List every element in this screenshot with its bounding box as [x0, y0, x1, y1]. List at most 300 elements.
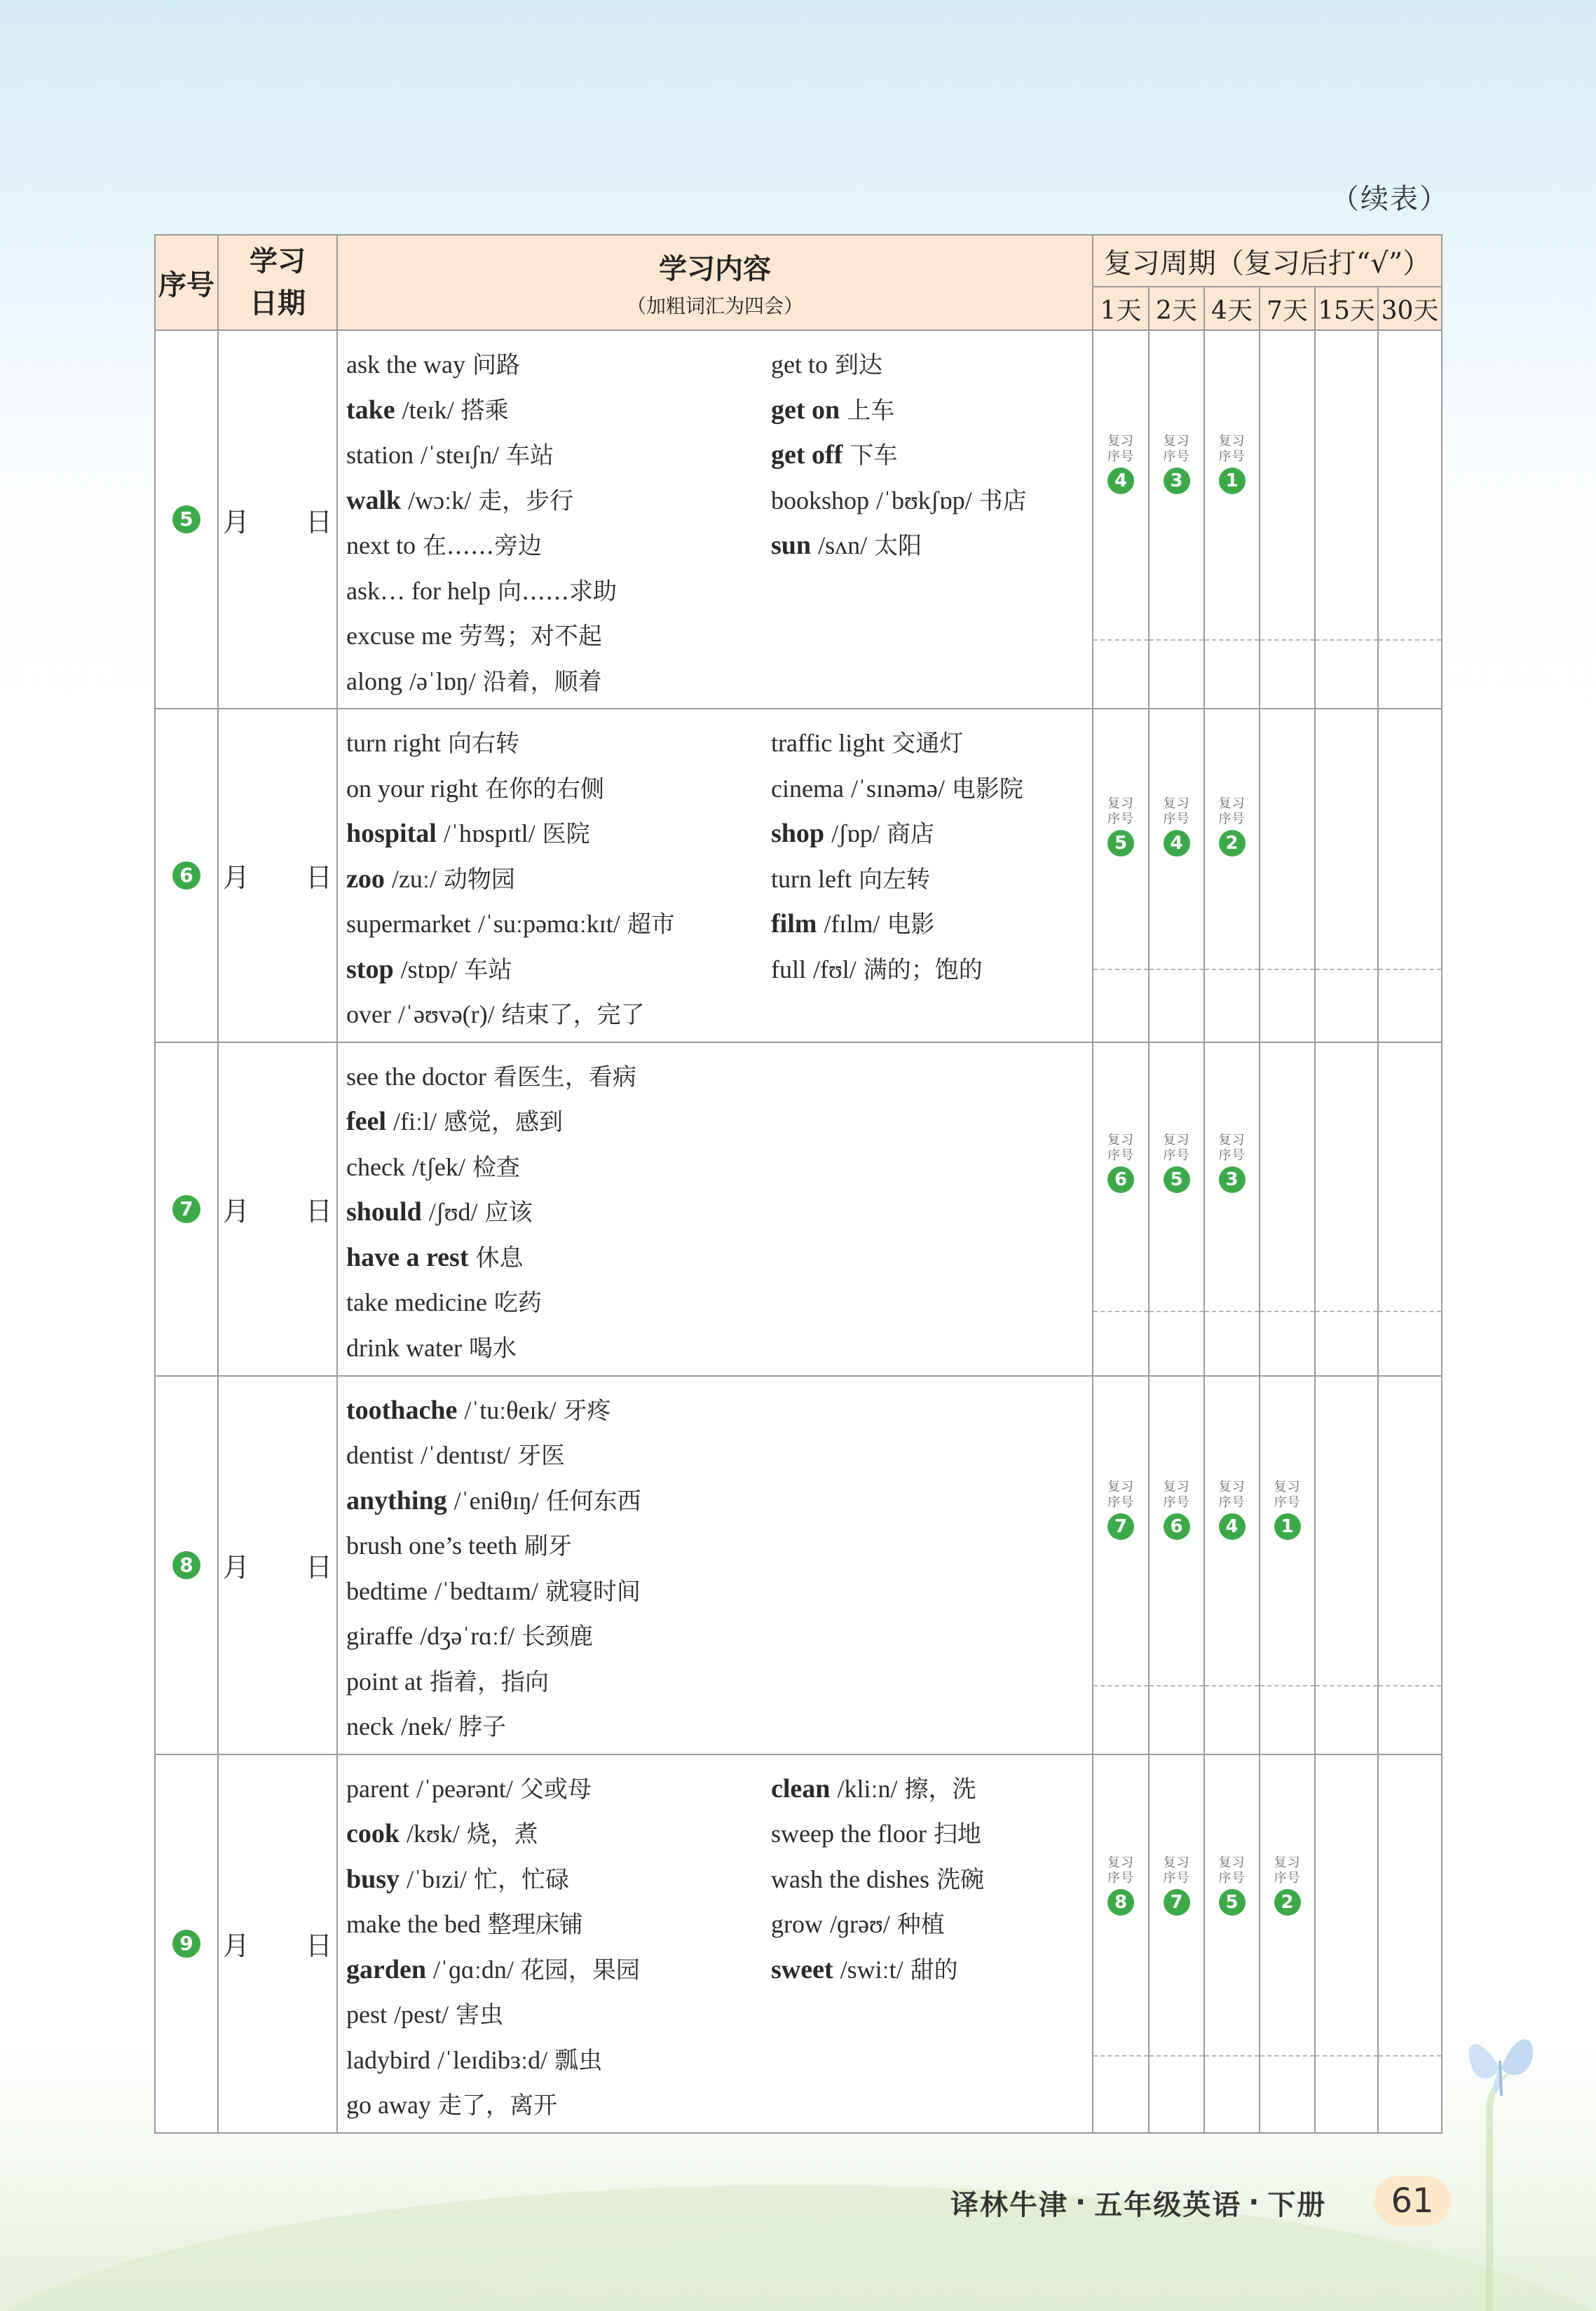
- vocab-phonetic: /ˈbedtaɪm/: [434, 1576, 538, 1605]
- review-checkbox-cell[interactable]: [1378, 1754, 1442, 2133]
- vocab-english: parent: [346, 1774, 409, 1803]
- vocab-english: neck: [346, 1712, 394, 1740]
- row-seq-number: 6: [172, 861, 200, 889]
- vocab-chinese: 搭乘: [461, 396, 509, 425]
- vocab-english: hospital: [346, 819, 437, 848]
- review-sequence-tag: [1093, 1855, 1148, 1916]
- vocab-column-left: [346, 1054, 771, 1371]
- vocab-column-right: [771, 1388, 1079, 1750]
- review-sequence-label: 复习序号: [1163, 1132, 1190, 1163]
- review-checkbox-cell[interactable]: [1260, 709, 1315, 1042]
- header-content-note: （加粗词汇为四会）: [626, 294, 803, 318]
- vocab-english: bookshop: [771, 486, 870, 514]
- vocab-english: busy: [346, 1864, 400, 1894]
- review-checkbox-cell[interactable]: [1204, 1376, 1260, 1754]
- vocab-item: [346, 1478, 771, 1524]
- review-sequence-number: 2: [1274, 1889, 1301, 1916]
- row-seq-number: 9: [172, 1930, 200, 1958]
- review-sequence-number: 6: [1164, 1513, 1190, 1540]
- row-date-cell[interactable]: [218, 1754, 337, 2133]
- vocab-chinese: 吃药: [493, 1289, 542, 1317]
- vocab-item: [346, 2082, 771, 2128]
- vocab-chinese: 满的；饱的: [863, 955, 983, 984]
- table-row: [155, 330, 1442, 709]
- date-month-label: 月: [222, 506, 250, 538]
- vocab-column-left: [346, 721, 771, 1037]
- vocab-chinese: 就寝时间: [545, 1577, 641, 1606]
- vocab-english: walk: [346, 485, 402, 515]
- vocab-chinese: 电影: [887, 911, 935, 939]
- review-sequence-number: 8: [1107, 1889, 1134, 1916]
- vocab-item: [346, 857, 771, 902]
- vocab-chinese: 走了，离开: [437, 2092, 557, 2120]
- vocab-item: [346, 1235, 771, 1281]
- date-day-label: 日: [306, 862, 333, 894]
- vocab-english: over: [346, 1000, 391, 1028]
- vocab-chinese: 瓢虫: [554, 2046, 603, 2075]
- vocab-english: brush one’s teeth: [346, 1532, 517, 1560]
- vocab-english: bedtime: [346, 1576, 428, 1605]
- row-date-cell[interactable]: [218, 330, 337, 709]
- review-sequence-tag: [1093, 434, 1148, 494]
- vocab-item: [346, 1099, 771, 1145]
- vocab-item: [771, 342, 1079, 388]
- review-checkbox-cell[interactable]: [1260, 1754, 1315, 2133]
- vocab-item: [346, 1569, 771, 1614]
- vocab-item: [346, 432, 771, 478]
- vocab-phonetic: /stɒp/: [400, 955, 458, 983]
- review-divider: [1379, 969, 1441, 970]
- vocab-item: [346, 1189, 771, 1235]
- vocab-phonetic: /ˈleɪdibɜːd/: [437, 2045, 548, 2074]
- review-checkbox-cell[interactable]: [1260, 1376, 1315, 1754]
- review-checkbox-cell[interactable]: [1315, 1376, 1378, 1754]
- review-checkbox-cell[interactable]: [1315, 1042, 1378, 1376]
- footer-separator: ·: [1248, 2186, 1261, 2218]
- vocab-phonetic: /əˈlɒŋ/: [409, 667, 476, 695]
- vocab-item: [346, 1388, 771, 1433]
- review-checkbox-cell[interactable]: [1315, 330, 1378, 709]
- vocab-item: [346, 523, 771, 568]
- vocab-item: [346, 388, 771, 433]
- header-date-line1: 学习: [250, 245, 306, 278]
- vocab-item: [771, 811, 1079, 857]
- review-divider: [1316, 2055, 1377, 2057]
- review-sequence-number: 6: [1107, 1166, 1134, 1193]
- vocab-item: [346, 1614, 771, 1659]
- review-divider: [1150, 2055, 1203, 2057]
- review-divider: [1379, 2055, 1441, 2057]
- vocab-item: [771, 1766, 1079, 1812]
- vocab-english: stop: [346, 954, 394, 984]
- vocab-phonetic: /fʊl/: [813, 955, 857, 983]
- vocab-english: cinema: [771, 774, 844, 803]
- vocab-chinese: 交通灯: [892, 730, 964, 758]
- vocab-english: take medicine: [346, 1288, 487, 1316]
- date-day-label: 日: [306, 1930, 333, 1961]
- vocab-phonetic: /ˈsɪnəmə/: [850, 774, 945, 803]
- vocab-chinese: 在……旁边: [422, 532, 542, 560]
- vocab-english: get to: [771, 350, 828, 379]
- row-seq-cell: [155, 1754, 218, 2133]
- vocab-english: traffic light: [771, 729, 885, 757]
- review-sequence-number: 5: [1107, 830, 1134, 857]
- vocab-chinese: 刷牙: [524, 1532, 572, 1560]
- review-sequence-label: 复习序号: [1218, 796, 1246, 826]
- review-sequence-label: 复习序号: [1107, 796, 1134, 826]
- date-month-label: 月: [222, 862, 250, 894]
- review-divider: [1260, 639, 1314, 641]
- review-sequence-number: 7: [1164, 1889, 1190, 1916]
- vocab-english: pest: [346, 2000, 387, 2029]
- vocab-item: [346, 1054, 771, 1100]
- review-divider: [1205, 639, 1259, 641]
- row-date-cell[interactable]: [218, 709, 337, 1042]
- vocabulary-review-table: [154, 234, 1442, 2134]
- vocab-english: get on: [771, 395, 840, 425]
- vocab-column-left: [346, 1388, 771, 1750]
- review-divider: [1260, 2055, 1314, 2057]
- vocab-phonetic: /ˈəʊvə(r)/: [397, 1000, 495, 1028]
- vocab-item: [346, 901, 771, 947]
- vocab-english: film: [771, 909, 817, 939]
- review-sequence-tag: [1093, 1480, 1148, 1540]
- review-sequence-number: 4: [1219, 1513, 1246, 1540]
- vocab-chinese: 感觉，感到: [443, 1108, 563, 1136]
- header-day: 1天: [1093, 287, 1149, 330]
- vocab-chinese: 牙疼: [563, 1396, 611, 1425]
- review-sequence-label: 复习序号: [1107, 1855, 1134, 1886]
- review-divider: [1379, 1685, 1441, 1686]
- footer-volume: 下册: [1267, 2188, 1327, 2221]
- vocab-chinese: 车站: [464, 955, 512, 984]
- review-divider: [1205, 1311, 1259, 1312]
- vocab-chinese: 向右转: [447, 730, 519, 758]
- footer-book: 译林牛津: [950, 2188, 1068, 2221]
- vocab-english: excuse me: [346, 622, 452, 650]
- row-content-cell: [337, 1754, 1093, 2133]
- review-checkbox-cell[interactable]: [1315, 709, 1378, 1042]
- vocab-english: ask the way: [346, 350, 465, 379]
- vocab-english: dentist: [346, 1441, 414, 1469]
- review-sequence-tag: [1205, 434, 1259, 494]
- header-day: 2天: [1149, 287, 1204, 330]
- review-sequence-tag: [1150, 434, 1203, 494]
- vocab-chinese: 在你的右侧: [484, 775, 604, 803]
- vocab-chinese: 下车: [850, 442, 898, 470]
- vocab-chinese: 书店: [978, 486, 1027, 515]
- vocab-phonetic: /ˈsuːpəmɑːkɪt/: [477, 910, 620, 938]
- vocab-phonetic: /swiːt/: [840, 1955, 903, 1984]
- row-content-cell: [337, 330, 1093, 709]
- review-divider: [1260, 1685, 1314, 1686]
- review-checkbox-cell[interactable]: [1093, 709, 1149, 1042]
- review-divider: [1205, 2055, 1259, 2057]
- review-checkbox-cell[interactable]: [1378, 709, 1442, 1042]
- review-checkbox-cell[interactable]: [1093, 1376, 1149, 1754]
- vocab-phonetic: /pest/: [394, 2000, 449, 2029]
- review-sequence-label: 复习序号: [1218, 1132, 1246, 1163]
- vocab-column-left: [346, 342, 771, 704]
- vocab-chinese: 长颈鹿: [521, 1623, 594, 1651]
- vocab-phonetic: /kʊk/: [407, 1820, 460, 1848]
- vocab-chinese: 动物园: [443, 865, 515, 894]
- review-sequence-label: 复习序号: [1218, 1855, 1246, 1886]
- review-sequence-tag: [1260, 1480, 1314, 1540]
- vocab-item: [771, 432, 1079, 478]
- review-checkbox-cell[interactable]: [1378, 1376, 1442, 1754]
- vocab-item: [771, 901, 1079, 947]
- vocab-phonetic: /ʃʊd/: [428, 1198, 478, 1226]
- review-sequence-label: 复习序号: [1107, 1479, 1134, 1510]
- vocab-english: sun: [771, 531, 812, 560]
- vocab-english: drink water: [346, 1333, 462, 1362]
- vocab-chinese: 种植: [896, 1911, 945, 1939]
- review-divider: [1205, 969, 1259, 970]
- vocab-phonetic: /ˈhɒspɪtl/: [443, 819, 536, 847]
- vocab-item: [771, 1947, 1079, 1993]
- vocab-chinese: 烧，煮: [466, 1820, 538, 1848]
- vocab-item: [346, 1947, 771, 1993]
- review-checkbox-cell[interactable]: [1093, 330, 1149, 709]
- vocab-english: get off: [771, 440, 843, 470]
- review-sequence-label: 复习序号: [1163, 1855, 1190, 1886]
- vocab-english: garden: [346, 1954, 426, 1984]
- vocab-chinese: 电影院: [951, 775, 1023, 803]
- background-hill: [0, 2185, 1596, 2311]
- row-date-cell[interactable]: [218, 1042, 337, 1376]
- page-number: 61: [1374, 2176, 1451, 2226]
- vocab-column-left: [346, 1766, 771, 2128]
- vocab-phonetic: /ˈdentɪst/: [421, 1441, 510, 1469]
- header-content: [337, 235, 1093, 330]
- review-sequence-number: 5: [1219, 1889, 1246, 1916]
- review-sequence-label: 复习序号: [1163, 1479, 1190, 1510]
- date-day-label: 日: [306, 1196, 333, 1227]
- vocab-phonetic: /wɔːk/: [408, 486, 472, 514]
- date-month-label: 月: [222, 1196, 250, 1227]
- vocab-phonetic: /ˈbʊkʃɒp/: [876, 486, 972, 514]
- review-sequence-tag: [1205, 1133, 1259, 1193]
- vocab-english: turn left: [771, 864, 852, 893]
- vocab-item: [346, 1857, 771, 1902]
- date-day-label: 日: [306, 506, 333, 538]
- review-checkbox-cell[interactable]: [1204, 1042, 1260, 1376]
- vocab-chinese: 看医生，看病: [493, 1063, 636, 1091]
- row-date-cell[interactable]: [218, 1376, 337, 1754]
- vocab-phonetic: /kliːn/: [837, 1774, 898, 1803]
- vocab-item: [346, 1766, 771, 1812]
- vocab-chinese: 超市: [627, 911, 675, 939]
- vocab-english: next to: [346, 531, 416, 559]
- vocab-chinese: 任何东西: [545, 1487, 641, 1515]
- review-checkbox-cell[interactable]: [1149, 330, 1204, 709]
- row-content-cell: [337, 1376, 1093, 1754]
- vocab-item: [346, 1811, 771, 1857]
- review-divider: [1260, 969, 1314, 970]
- vocab-item: [346, 1145, 771, 1190]
- review-divider: [1150, 639, 1203, 641]
- row-seq-number: 7: [172, 1195, 200, 1223]
- review-checkbox-cell[interactable]: [1093, 1754, 1149, 2133]
- review-checkbox-cell[interactable]: [1378, 330, 1442, 709]
- header-day: 15天: [1315, 287, 1378, 330]
- vocab-phonetic: /ˈeniθɪŋ/: [453, 1486, 539, 1515]
- vocab-item: [771, 947, 1079, 993]
- review-sequence-tag: [1093, 1133, 1148, 1193]
- butterfly-icon: [1458, 2019, 1542, 2110]
- vocab-item: [346, 1433, 771, 1478]
- vocab-english: toothache: [346, 1395, 458, 1425]
- vocab-item: [346, 1280, 771, 1325]
- vocab-chinese: 牙医: [517, 1442, 565, 1470]
- vocab-phonetic: /ˈpeərənt/: [416, 1774, 513, 1803]
- vocab-chinese: 花园，果园: [520, 1956, 640, 1984]
- footer-book-info: [950, 2181, 1326, 2223]
- vocab-column-right: [771, 1054, 1079, 1371]
- review-checkbox-cell[interactable]: [1315, 1754, 1378, 2133]
- vocab-chinese: 医院: [542, 820, 590, 848]
- review-sequence-number: 4: [1107, 468, 1134, 494]
- row-seq-cell: [155, 1042, 218, 1376]
- continued-label: （续表）: [1331, 183, 1449, 215]
- review-divider: [1316, 969, 1377, 970]
- review-checkbox-cell[interactable]: [1149, 1376, 1204, 1754]
- vocab-item: [771, 388, 1079, 433]
- vocab-english: feel: [346, 1107, 386, 1136]
- review-checkbox-cell[interactable]: [1149, 1042, 1204, 1376]
- vocab-phonetic: /ˈtuːθeɪk/: [464, 1396, 557, 1424]
- vocab-chinese: 上车: [847, 396, 895, 425]
- review-divider: [1379, 1311, 1441, 1312]
- vocab-item: [346, 947, 771, 993]
- vocab-english: zoo: [346, 864, 385, 894]
- review-sequence-label: 复习序号: [1218, 1479, 1246, 1510]
- review-divider: [1093, 1311, 1148, 1312]
- review-sequence-tag: [1205, 1855, 1259, 1916]
- review-checkbox-cell[interactable]: [1378, 1042, 1442, 1376]
- review-sequence-tag: [1093, 796, 1148, 857]
- vocab-column-right: [771, 342, 1079, 704]
- vocab-phonetic: /ˈsteɪʃn/: [421, 441, 499, 469]
- header-seq: 序号: [155, 235, 218, 330]
- header-date-line2: 日期: [250, 287, 306, 320]
- review-sequence-label: 复习序号: [1218, 434, 1246, 464]
- review-divider: [1316, 1685, 1377, 1686]
- vocab-phonetic: /teɪk/: [402, 395, 454, 424]
- vocab-chinese: 结束了，完了: [501, 1001, 645, 1029]
- vocab-chinese: 害虫: [456, 2001, 503, 2029]
- review-sequence-number: 1: [1274, 1513, 1301, 1540]
- review-divider: [1093, 639, 1148, 641]
- vocab-item: [346, 992, 771, 1037]
- vocab-phonetic: /zuː/: [391, 864, 437, 893]
- review-checkbox-cell[interactable]: [1260, 330, 1315, 709]
- vocab-item: [346, 766, 771, 812]
- vocab-english: turn right: [346, 729, 441, 757]
- vocab-english: check: [346, 1152, 405, 1181]
- review-divider: [1205, 1685, 1259, 1686]
- vocab-item: [771, 721, 1079, 766]
- vocab-item: [771, 766, 1079, 812]
- vocab-item: [346, 342, 771, 388]
- table-row: [155, 1376, 1442, 1754]
- vocab-chinese: 扫地: [933, 1820, 981, 1848]
- vocab-item: [346, 1325, 771, 1371]
- vocab-phonetic: /fiːl/: [393, 1107, 437, 1136]
- review-checkbox-cell[interactable]: [1260, 1042, 1315, 1376]
- vocab-item: [346, 2038, 771, 2083]
- date-month-label: 月: [222, 1552, 250, 1583]
- review-checkbox-cell[interactable]: [1149, 1754, 1204, 2133]
- footer-separator: ·: [1075, 2186, 1088, 2218]
- vocab-item: [771, 1857, 1079, 1902]
- review-checkbox-cell[interactable]: [1204, 330, 1260, 709]
- vocab-chinese: 向左转: [858, 865, 930, 894]
- review-sequence-number: 7: [1107, 1513, 1134, 1540]
- vocab-phonetic: /tʃek/: [411, 1152, 465, 1181]
- vocab-phonetic: /nek/: [400, 1712, 451, 1740]
- vocab-chinese: 指着，指向: [429, 1668, 549, 1696]
- vocab-phonetic: /ɡrəʊ/: [830, 1910, 890, 1938]
- review-checkbox-cell[interactable]: [1204, 1754, 1260, 2133]
- vocab-chinese: 检查: [472, 1153, 520, 1182]
- vocab-english: take: [346, 395, 395, 425]
- vocab-english: make the bed: [346, 1910, 481, 1938]
- vocab-english: on your right: [346, 774, 478, 803]
- review-divider: [1379, 639, 1441, 641]
- date-month-label: 月: [222, 1930, 250, 1961]
- vocab-chinese: 忙，忙碌: [474, 1865, 570, 1894]
- vocab-item: [346, 1902, 771, 1947]
- vocab-english: have a rest: [346, 1242, 469, 1272]
- review-divider: [1150, 969, 1203, 970]
- vocab-english: go away: [346, 2091, 431, 2119]
- vocab-english: full: [771, 955, 806, 983]
- review-checkbox-cell[interactable]: [1204, 709, 1260, 1042]
- vocab-chinese: 走，步行: [478, 486, 574, 515]
- table-row: [155, 1042, 1442, 1376]
- review-sequence-tag: [1260, 1855, 1314, 1916]
- review-sequence-tag: [1150, 1855, 1203, 1916]
- review-divider: [1093, 2055, 1148, 2057]
- review-checkbox-cell[interactable]: [1149, 709, 1204, 1042]
- row-seq-cell: [155, 1376, 218, 1754]
- vocab-chinese: 甜的: [910, 1956, 958, 1984]
- vocab-item: [346, 811, 771, 857]
- review-sequence-number: 3: [1164, 468, 1190, 494]
- review-sequence-tag: [1150, 1480, 1203, 1540]
- vocab-english: supermarket: [346, 910, 471, 938]
- vocab-item: [346, 1992, 771, 2038]
- review-sequence-label: 复习序号: [1107, 434, 1134, 464]
- vocab-item: [771, 1902, 1079, 1947]
- vocab-chinese: 脖子: [458, 1713, 506, 1741]
- review-sequence-tag: [1150, 796, 1203, 857]
- header-day: 7天: [1260, 287, 1315, 330]
- row-seq-cell: [155, 709, 218, 1042]
- header-review-cycle: 复习周期（复习后打“√”）: [1093, 235, 1442, 287]
- vocab-english: clean: [771, 1773, 831, 1804]
- review-checkbox-cell[interactable]: [1093, 1042, 1149, 1376]
- vocab-english: shop: [771, 819, 825, 848]
- vocab-chinese: 喝水: [468, 1334, 517, 1363]
- header-day: 30天: [1378, 287, 1442, 330]
- vocab-phonetic: /sʌn/: [818, 531, 868, 559]
- header-day: 4天: [1204, 287, 1260, 330]
- row-seq-cell: [155, 330, 218, 709]
- vocab-phonetic: /ˈɡɑːdn/: [433, 1955, 514, 1984]
